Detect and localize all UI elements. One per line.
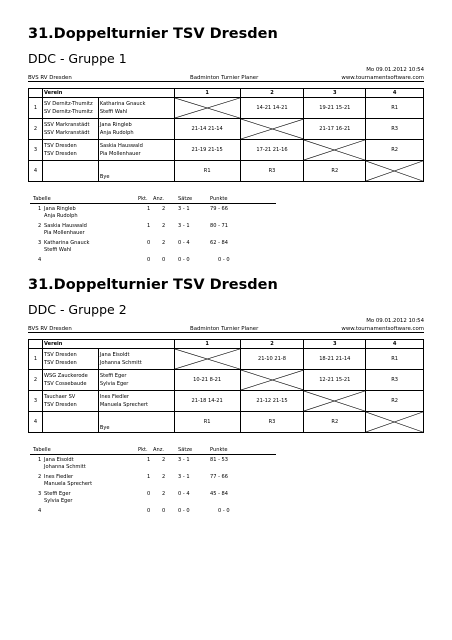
match-result[interactable]: 12-21 15-21 xyxy=(304,370,366,391)
team-name: Jana Eisoldt xyxy=(44,457,74,463)
score-header: Punkte xyxy=(210,447,228,453)
player-cell xyxy=(98,391,174,412)
standing-points: 1 xyxy=(147,457,151,463)
standing-played: 2 xyxy=(162,457,166,463)
player-name: Steffi Eger xyxy=(99,373,127,379)
round-label: R3 xyxy=(240,412,304,433)
standing-sets: 0 - 4 xyxy=(178,240,190,246)
standing-played: 2 xyxy=(162,223,166,229)
standing-score: 81 - 53 xyxy=(210,457,229,463)
round-label: R3 xyxy=(366,119,424,140)
team-name: Johanna Schmitt xyxy=(44,464,86,470)
round-label: R3 xyxy=(240,161,304,182)
col-header-1: 1 xyxy=(174,89,240,98)
club-name: TSV Dresden xyxy=(43,402,77,408)
player-name: Katharina Gnauck xyxy=(99,101,146,107)
col-header-4: 4 xyxy=(366,89,424,98)
standing-score: 79 - 66 xyxy=(210,206,229,212)
club-cell xyxy=(42,98,98,119)
standing-points: 1 xyxy=(147,206,151,212)
player-cell xyxy=(98,349,174,370)
bye-label: Bye xyxy=(98,161,174,182)
row-number: 3 xyxy=(29,140,43,161)
club-cell xyxy=(42,349,98,370)
rank: 2 xyxy=(38,223,42,229)
self-match-cell xyxy=(174,98,240,119)
player-cell xyxy=(98,119,174,140)
match-result[interactable]: 21-18 14-21 xyxy=(174,391,240,412)
club-cell xyxy=(42,391,98,412)
team-name: Jana Ringleb xyxy=(44,206,76,212)
table-row xyxy=(29,391,424,412)
standing-sets: 3 - 1 xyxy=(178,474,190,480)
rank: 4 xyxy=(38,508,42,514)
standing-points: 1 xyxy=(147,223,151,229)
club-cell xyxy=(42,161,98,182)
team-name: Katharina Gnauck xyxy=(44,240,90,246)
header-blank xyxy=(29,89,43,98)
played-header: Anz. xyxy=(153,196,165,202)
match-result[interactable]: 19-21 15-21 xyxy=(304,98,366,119)
table-row xyxy=(29,98,424,119)
team-name: Saskia Hauswald xyxy=(44,223,87,229)
club-name: TSV Cossebaude xyxy=(43,381,87,387)
club-header: Verein xyxy=(42,340,174,349)
team-name: Anja Rudolph xyxy=(44,213,78,219)
standings-title: Tabelle xyxy=(33,196,51,202)
standings-divider xyxy=(30,454,276,455)
standing-score: 77 - 66 xyxy=(210,474,229,480)
rank: 3 xyxy=(38,240,42,246)
played-header: Anz. xyxy=(153,447,165,453)
club-name: SV Dernitz-Thumitz xyxy=(43,109,93,115)
club-name: TSV Dresden xyxy=(43,360,77,366)
match-result[interactable]: 18-21 21-14 xyxy=(304,349,366,370)
player-cell xyxy=(98,98,174,119)
self-match-cell xyxy=(240,119,304,140)
player-name: Ines Fiedler xyxy=(99,394,130,400)
self-match-cell xyxy=(240,370,304,391)
row-number: 1 xyxy=(29,98,43,119)
standing-played: 2 xyxy=(162,491,166,497)
round-label: R1 xyxy=(174,412,240,433)
standing-points: 0 xyxy=(147,508,151,514)
round-label: R1 xyxy=(366,98,424,119)
team-name: Steffi Eger xyxy=(44,491,71,497)
row-number: 2 xyxy=(29,119,43,140)
standing-points: 1 xyxy=(147,474,151,480)
round-label: R2 xyxy=(366,140,424,161)
match-result[interactable]: 17-21 21-16 xyxy=(240,140,304,161)
software-name: Badminton Turnier Planer xyxy=(190,75,259,81)
player-name: Saskia Hauswald xyxy=(99,143,143,149)
tournament-title: 31.Doppelturnier TSV Dresden xyxy=(28,277,278,293)
player-cell xyxy=(98,370,174,391)
standing-score: 45 - 84 xyxy=(210,491,229,497)
standing-played: 0 xyxy=(162,257,166,263)
table-row xyxy=(29,140,424,161)
bye-label: Bye xyxy=(98,412,174,433)
self-match-cell xyxy=(366,412,424,433)
standing-played: 0 xyxy=(162,508,166,514)
self-match-cell xyxy=(304,391,366,412)
rank: 2 xyxy=(38,474,42,480)
standing-sets: 3 - 1 xyxy=(178,457,190,463)
club-cell xyxy=(42,370,98,391)
round-robin-table xyxy=(28,339,424,433)
match-result[interactable]: 21-10 21-8 xyxy=(240,349,304,370)
team-name: Manuela Sprechert xyxy=(44,481,93,487)
table-row xyxy=(29,349,424,370)
self-match-cell xyxy=(366,161,424,182)
website-link[interactable]: www.tournamentsoftware.com xyxy=(341,75,424,81)
match-result[interactable]: 21-14 21-14 xyxy=(174,119,240,140)
standings-title: Tabelle xyxy=(33,447,51,453)
standing-played: 2 xyxy=(162,206,166,212)
standings-divider xyxy=(30,203,276,204)
round-label: R2 xyxy=(304,412,366,433)
club-cell xyxy=(42,119,98,140)
standing-played: 2 xyxy=(162,240,166,246)
player-cell xyxy=(98,140,174,161)
rank: 3 xyxy=(38,491,42,497)
page-header xyxy=(28,317,424,333)
group-section-1 xyxy=(28,26,424,263)
round-label: R2 xyxy=(366,391,424,412)
row-number: 1 xyxy=(29,349,43,370)
row-number: 4 xyxy=(29,412,43,433)
club-cell xyxy=(42,412,98,433)
row-number: 3 xyxy=(29,391,43,412)
round-label: R3 xyxy=(366,370,424,391)
organizer-club: BVS RV Dresden xyxy=(28,75,72,81)
team-name: Ines Fiedler xyxy=(44,474,74,480)
match-result[interactable]: 21-12 21-15 xyxy=(240,391,304,412)
organizer-club: BVS RV Dresden xyxy=(28,326,72,332)
col-header-2: 2 xyxy=(240,340,304,349)
club-cell xyxy=(42,140,98,161)
print-datetime: Mo 09.01.2012 10:54 xyxy=(366,318,424,324)
standing-sets: 0 - 0 xyxy=(178,508,190,514)
player-name: Johanna Schmitt xyxy=(99,360,142,366)
standing-sets: 0 - 4 xyxy=(178,491,190,497)
col-header-4: 4 xyxy=(366,340,424,349)
round-label: R1 xyxy=(366,349,424,370)
player-name: Jana Eisoldt xyxy=(99,352,130,358)
row-number: 2 xyxy=(29,370,43,391)
table-row xyxy=(29,370,424,391)
team-name: Pia Mollenhauer xyxy=(44,230,85,236)
club-name: TSV Dresden xyxy=(43,352,77,358)
tournament-title: 31.Doppelturnier TSV Dresden xyxy=(28,26,278,42)
rank: 1 xyxy=(38,457,42,463)
rank: 4 xyxy=(38,257,42,263)
score-header: Punkte xyxy=(210,196,228,202)
player-name: Steffi Wahl xyxy=(99,109,128,115)
match-result[interactable]: 21-17 16-21 xyxy=(304,119,366,140)
sets-header: Sätze xyxy=(178,196,193,202)
standing-points: 0 xyxy=(147,240,151,246)
website-link[interactable]: www.tournamentsoftware.com xyxy=(341,326,424,332)
match-result[interactable]: 21-19 21-15 xyxy=(174,140,240,161)
points-header: Pkt. xyxy=(138,196,148,202)
page-header xyxy=(28,66,424,82)
col-header-2: 2 xyxy=(240,89,304,98)
standing-points: 0 xyxy=(147,257,151,263)
team-name: Sylvia Eger xyxy=(44,498,73,504)
standing-played: 2 xyxy=(162,474,166,480)
group-section-2 xyxy=(28,277,424,514)
row-number: 4 xyxy=(29,161,43,182)
standing-sets: 0 - 0 xyxy=(178,257,190,263)
round-label: R1 xyxy=(174,161,240,182)
club-header: Verein xyxy=(42,89,174,98)
club-name: WSG Zauckerode xyxy=(43,373,88,379)
standing-score: 0 - 0 xyxy=(218,508,230,514)
table-row xyxy=(29,119,424,140)
bye-row xyxy=(29,161,424,182)
col-header-3: 3 xyxy=(304,340,366,349)
player-name: Anja Rudolph xyxy=(99,130,134,136)
club-name: TSV Dresden xyxy=(43,143,77,149)
header-blank xyxy=(29,340,43,349)
standing-points: 0 xyxy=(147,491,151,497)
player-name: Sylvia Eger xyxy=(99,381,129,387)
player-name: Manuela Sprechert xyxy=(99,402,148,408)
software-name: Badminton Turnier Planer xyxy=(190,326,259,332)
standing-score: 80 - 71 xyxy=(210,223,229,229)
print-datetime: Mo 09.01.2012 10:54 xyxy=(366,67,424,73)
rank: 1 xyxy=(38,206,42,212)
round-robin-table xyxy=(28,88,424,182)
group-subtitle: DDC - Gruppe 2 xyxy=(28,302,127,317)
player-name: Jana Ringleb xyxy=(99,122,132,128)
sets-header: Sätze xyxy=(178,447,193,453)
round-label: R2 xyxy=(304,161,366,182)
standing-score: 0 - 0 xyxy=(218,257,230,263)
team-name: Steffi Wahl xyxy=(44,247,72,253)
club-name: TSV Dresden xyxy=(43,151,77,157)
col-header-1: 1 xyxy=(174,340,240,349)
self-match-cell xyxy=(304,140,366,161)
standing-score: 62 - 84 xyxy=(210,240,229,246)
col-header-3: 3 xyxy=(304,89,366,98)
standing-sets: 3 - 1 xyxy=(178,223,190,229)
club-name: SSV Markranstädt xyxy=(43,130,90,136)
header-divider xyxy=(28,332,424,333)
self-match-cell xyxy=(174,349,240,370)
club-name: Tauchaer SV xyxy=(43,394,76,400)
club-name: SSV Markranstädt xyxy=(43,122,90,128)
header-divider xyxy=(28,81,424,82)
club-name: SV Dernitz-Thumitz xyxy=(43,101,93,107)
match-result[interactable]: 10-21 8-21 xyxy=(174,370,240,391)
player-name: Pia Mollenhauer xyxy=(99,151,141,157)
points-header: Pkt. xyxy=(138,447,148,453)
bye-row xyxy=(29,412,424,433)
standing-sets: 3 - 1 xyxy=(178,206,190,212)
group-subtitle: DDC - Gruppe 1 xyxy=(28,51,127,66)
match-result[interactable]: 14-21 14-21 xyxy=(240,98,304,119)
